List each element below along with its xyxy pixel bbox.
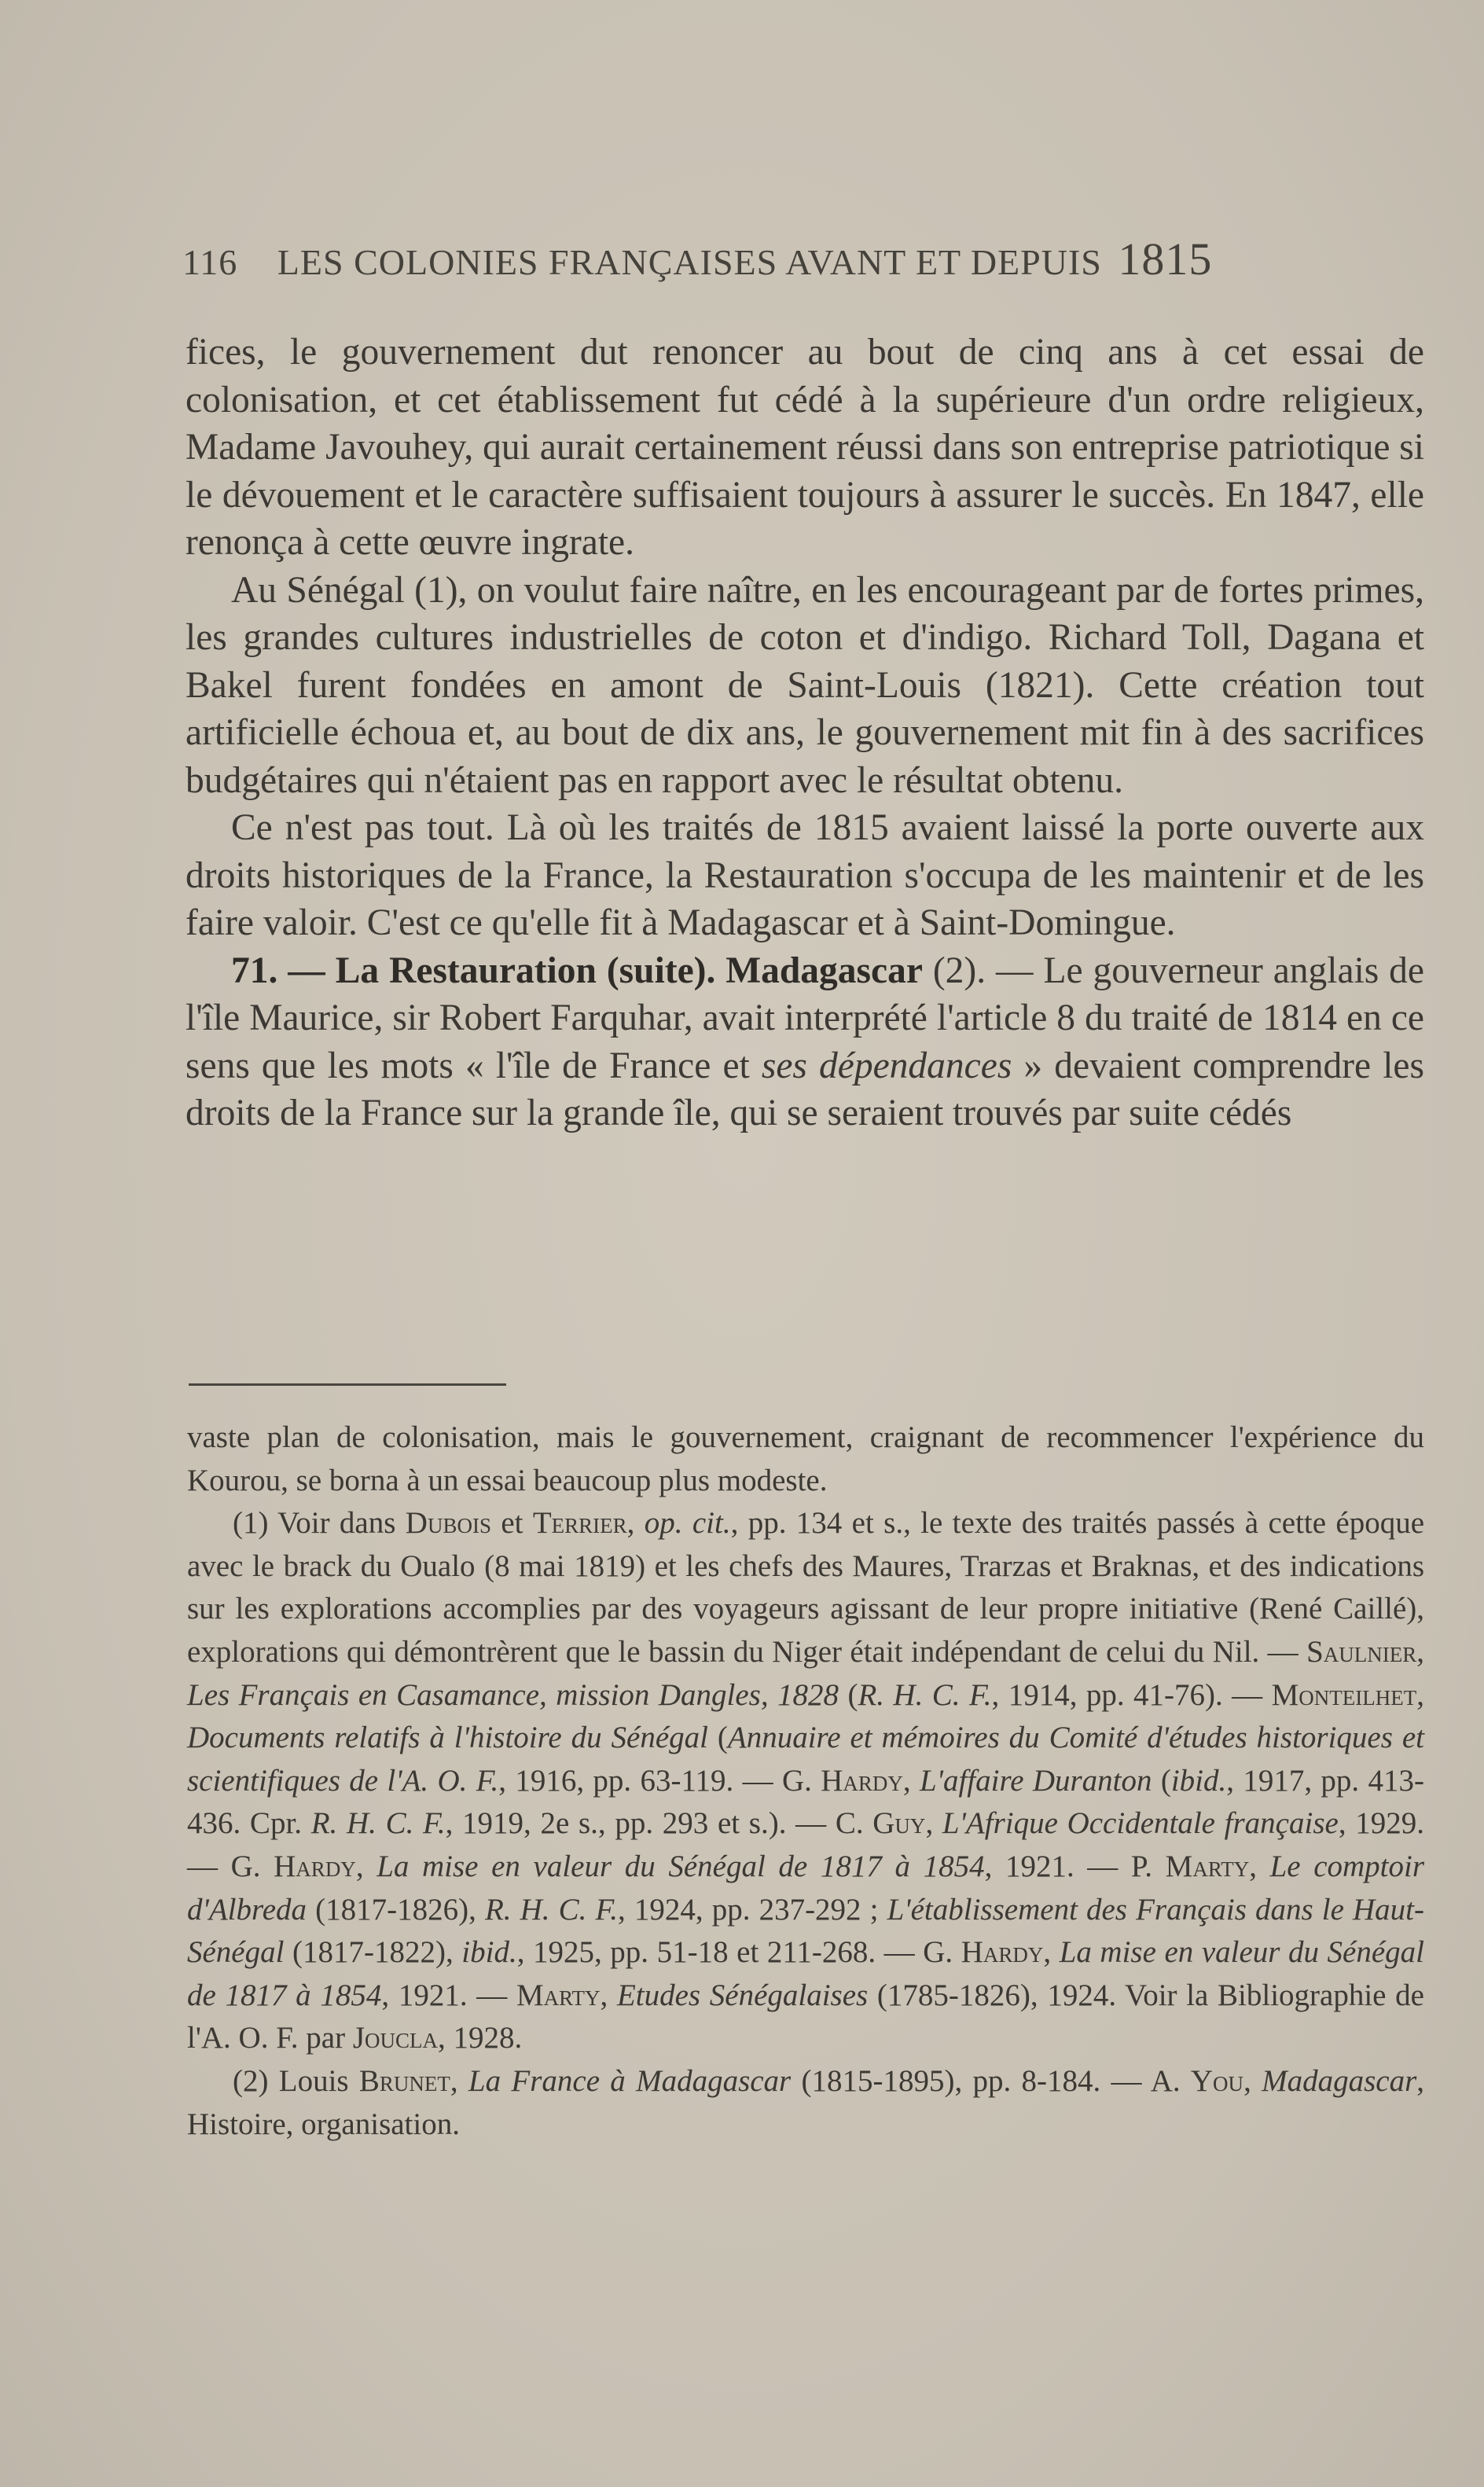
fn-title: La mise en valeur du Sénégal de 1817 à 1854: [377, 1849, 985, 1883]
running-header: [182, 233, 1298, 285]
fn-text: ,: [925, 1806, 942, 1841]
footnote-separator: [189, 1383, 506, 1386]
fn-text: , Histoire, organisation.: [187, 2063, 1424, 2141]
fn-text: , 1919, 2e s., pp. 293 et s.). — C.: [445, 1806, 873, 1841]
fn-author: You: [1190, 2063, 1244, 2098]
footnote-reference: (2). —: [922, 950, 1044, 991]
paragraph-section-71: [186, 947, 1424, 1137]
fn-title: La France à Madagascar: [468, 2063, 792, 2098]
footnote-continuation: vaste plan de colonisation, mais le gouvernement, craignant de recommencer l'expérience du Kourou, se borna à un essai beaucoup plus modeste.: [187, 1420, 1424, 1497]
fn-text: ,: [1416, 1634, 1424, 1669]
fn-text: , 1928.: [438, 2021, 523, 2055]
fn-author: Hardy: [821, 1763, 903, 1798]
fn-title: Annuaire et mémoires du Comité d'études historiques et scientifiques de l'A. O. F.: [187, 1721, 1424, 1798]
fn-text: ,: [450, 2063, 468, 2098]
paragraph-restauration: Ce n'est pas tout. Là où les traités de 1815 avaient laissé la porte ouverte aux droits historiques de la France, la Restauration s'occupa de les maintenir et de les faire valoir. C'est ce qu'elle fit à Madagascar et à Saint-Domingue.: [186, 807, 1424, 943]
main-text: [186, 329, 1424, 1137]
fn-text: (1) Voir dans: [233, 1506, 406, 1541]
fn-title: Etudes Sénégalaises: [616, 1978, 869, 2012]
section-text: Le gouverneur anglais de l'île Maurice, sir Robert Farquhar, avait interprété l'article 8 du traité de 1814 en ce sens que les mots « l'île de France et: [186, 950, 1425, 1086]
fn-title: ibid.: [461, 1935, 517, 1970]
fn-title: Documents relatifs à l'histoire du Sénégal: [187, 1721, 708, 1755]
fn-text: , 1914, pp. 41-76). —: [991, 1677, 1272, 1712]
fn-text: (: [839, 1677, 858, 1712]
fn-text: , 1921. —: [381, 1978, 516, 2012]
fn-text: (: [1152, 1763, 1171, 1798]
running-title-year: 1815: [1118, 233, 1213, 285]
fn-text: (1817-1826),: [307, 1892, 485, 1927]
fn-text: ,: [1243, 2063, 1262, 2098]
fn-text: (: [707, 1721, 728, 1755]
paragraph-continuation: fices, le gouvernement dut renoncer au bout de cinq ans à cet essai de colonisation, et cet établissement fut cédé à la supérieure d'un ordre religieux, Madame Javouhey, qui aurait certainement réussi dans son entreprise patriotique si le dévouement et le caractère suffisaient toujours à assurer le succès. En 1847, elle renonça à cette œuvre ingrate.: [186, 332, 1424, 563]
fn-text: ,: [1249, 1849, 1270, 1883]
emphasis: ses dépendances: [761, 1045, 1012, 1086]
fn-text: , 1917, pp. 413-436. Cpr.: [187, 1763, 1424, 1841]
fn-title: La mise en valeur du Sénégal de 1817 à 1854: [187, 1935, 1425, 2012]
section-heading: 71. — La Restauration (suite). Madagascar: [231, 950, 923, 991]
fn-text: ,: [626, 1506, 645, 1541]
fn-title: Les Français en Casamance, mission Dangles, 1828: [187, 1677, 839, 1712]
fn-title: R. H. C. F.: [858, 1677, 992, 1712]
paragraph-senegal: Au Sénégal (1), on voulut faire naître, en les encourageant par de fortes primes, les grandes cultures industrielles de coton et d'indigo. Richard Toll, Dagana et Bakel furent fondées en amont de Saint-Louis (1821). Cette création tout artificielle échoua et, au bout de dix ans, le gouvernement mit fin à des sacrifices budgétaires qui n'étaient pas en rapport avec le résultat obtenu.: [186, 569, 1424, 801]
footnote-1: [187, 1502, 1424, 2060]
fn-text: (1815-1895), pp. 8-184. — A.: [791, 2063, 1191, 2098]
fn-text: ,: [600, 1978, 617, 2012]
footnote-2: [187, 2060, 1424, 2146]
fn-text: ,: [1416, 1677, 1425, 1712]
fn-title: R. H. C. F.: [310, 1806, 446, 1841]
fn-text: , 1925, pp. 51-18 et 211-268. — G.: [516, 1935, 961, 1970]
fn-author: Monteilhet: [1271, 1677, 1417, 1712]
fn-author: Terrier: [532, 1506, 627, 1541]
fn-title: Le comptoir d'Albreda: [187, 1849, 1425, 1927]
fn-author: Hardy: [274, 1849, 356, 1883]
fn-text: , 1921. — P.: [984, 1849, 1166, 1883]
fn-author: Joucla: [352, 2021, 438, 2055]
fn-author: Marty: [516, 1978, 601, 2012]
fn-text: , 1924, pp. 237-292 ;: [618, 1892, 887, 1927]
fn-title: op. cit.: [644, 1506, 731, 1541]
fn-text: (2) Louis: [233, 2063, 359, 2098]
fn-text: , 1916, pp. 63-119. — G.: [498, 1763, 821, 1798]
fn-text: ,: [1043, 1935, 1060, 1970]
fn-text: (1785-1826), 1924. Voir la Bibliographie de l'A. O. F. par: [187, 1978, 1424, 2055]
fn-author: Hardy: [961, 1935, 1044, 1970]
fn-text: ,: [902, 1763, 920, 1798]
page-number: 116: [182, 242, 238, 282]
fn-author: Marty: [1165, 1849, 1250, 1883]
fn-title: Madagascar: [1262, 2063, 1417, 2098]
fn-author: Dubois: [405, 1506, 491, 1541]
fn-title: L'affaire Duranton: [919, 1763, 1152, 1798]
section-text-end: » devaient comprendre les droits de la France sur la grande île, qui se seraient trouvés par suite cédés: [186, 1045, 1424, 1133]
fn-text: (1817-1822),: [284, 1935, 462, 1970]
running-title: LES COLONIES FRANÇAISES AVANT ET DEPUIS: [277, 242, 1102, 282]
fn-text: et: [490, 1506, 533, 1541]
footnotes: [187, 1416, 1424, 2146]
fn-title: L'Afrique Occidentale française: [942, 1806, 1339, 1841]
fn-title: ibid.: [1170, 1763, 1227, 1798]
fn-title: L'établissement des Français dans le Haut-Sénégal: [187, 1892, 1424, 1970]
fn-text: , 1929. — G.: [187, 1806, 1425, 1883]
fn-text: , pp. 134 et s., le texte des traités passés à cette époque avec le brack du Oualo (8 mai 1819) et les chefs des Maures, Trarzas et Braknas, et des indications sur les explorations accomplies par des voyageurs agissant de leur propre initiative (René Caillé), explorations qui démontrèrent que le bassin du Niger était indépendant de celui du Nil. —: [187, 1506, 1425, 1669]
fn-author: Guy: [872, 1806, 926, 1841]
fn-author: Saulnier: [1306, 1634, 1417, 1669]
fn-author: Brunet: [358, 2063, 450, 2098]
fn-text: ,: [355, 1849, 377, 1883]
fn-title: R. H. C. F.: [484, 1892, 619, 1927]
